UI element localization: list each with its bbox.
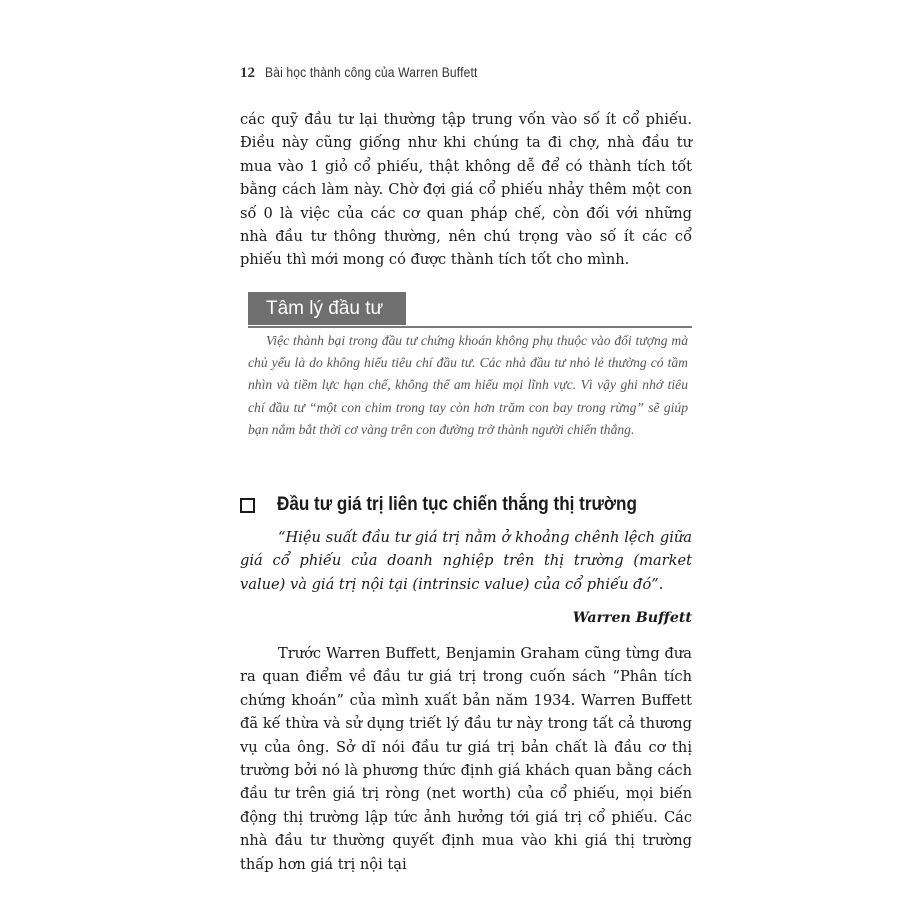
section-heading	[240, 492, 700, 518]
sidebar-body: Việc thành bại trong đầu tư chứng khoán không phụ thuộc vào đối tượng mà chủ yếu là do không hiểu tiêu chí đầu tư. Các nhà đầu tư nhỏ lẻ thường có tầm nhìn và tiềm lực hạn chế, không thể am hiểu mọi lĩnh vực. Vì vậy ghi nhớ tiêu chí đầu tư “một con chim trong tay còn hơn trăm con bay trong rừng” sẽ giúp bạn nắm bắt thời cơ vàng trên con đường trở thành người chiến thắng.	[248, 333, 688, 437]
checkbox-bullet-icon	[240, 498, 255, 513]
sidebar-divider	[248, 326, 692, 328]
running-header	[240, 64, 512, 82]
section-heading-text: Đầu tư giá trị liên tục chiến thắng thị trường	[277, 494, 637, 515]
page-number: 12	[240, 65, 255, 81]
epigraph-quote: “Hiệu suất đầu tư giá trị nằm ở khoảng chênh lệch giữa giá cổ phiếu của doanh nghiệp trên thị trường (market value) và giá trị nội tại (intrinsic value) của cổ phiếu đó”.	[240, 529, 692, 593]
book-title: Bài học thành công của Warren Buffett	[264, 64, 478, 80]
sidebar-title: Tâm lý đầu tư	[248, 292, 406, 325]
quote-attribution: Warren Buffett	[572, 610, 692, 626]
body-paragraph-2: Trước Warren Buffett, Benjamin Graham cũng từng đưa ra quan điểm về đầu tư giá trị trong cuốn sách “Phân tích chứng khoán” của mình xuất bản năm 1934. Warren Buffett đã kế thừa và sử dụng triết lý đầu tư này trong tất cả thương vụ của ông. Sở dĩ nói đầu tư giá trị bản chất là đầu cơ thị trường bởi nó là phương thức định giá khách quan bằng cách đầu tư trên giá trị ròng (net worth) của cổ phiếu, mọi biến động thị trường lập tức ảnh hưởng tới giá trị cổ phiếu. Các nhà đầu tư thường quyết định mua vào khi giá thị trường thấp hơn giá trị nội tại	[240, 645, 692, 873]
body-paragraph-1: các quỹ đầu tư lại thường tập trung vốn vào số ít cổ phiếu. Điều này cũng giống như khi chúng ta đi chợ, nhà đầu tư mua vào 1 giỏ cổ phiếu, thật không dễ để có thành tích tốt bằng cách làm này. Chờ đợi giá cổ phiếu nhảy thêm một con số 0 là việc của các cơ quan pháp chế, còn đối với những nhà đầu tư thông thường, nên chú trọng vào số ít các cổ phiếu thì mới mong có được thành tích tốt cho mình.	[240, 111, 692, 269]
